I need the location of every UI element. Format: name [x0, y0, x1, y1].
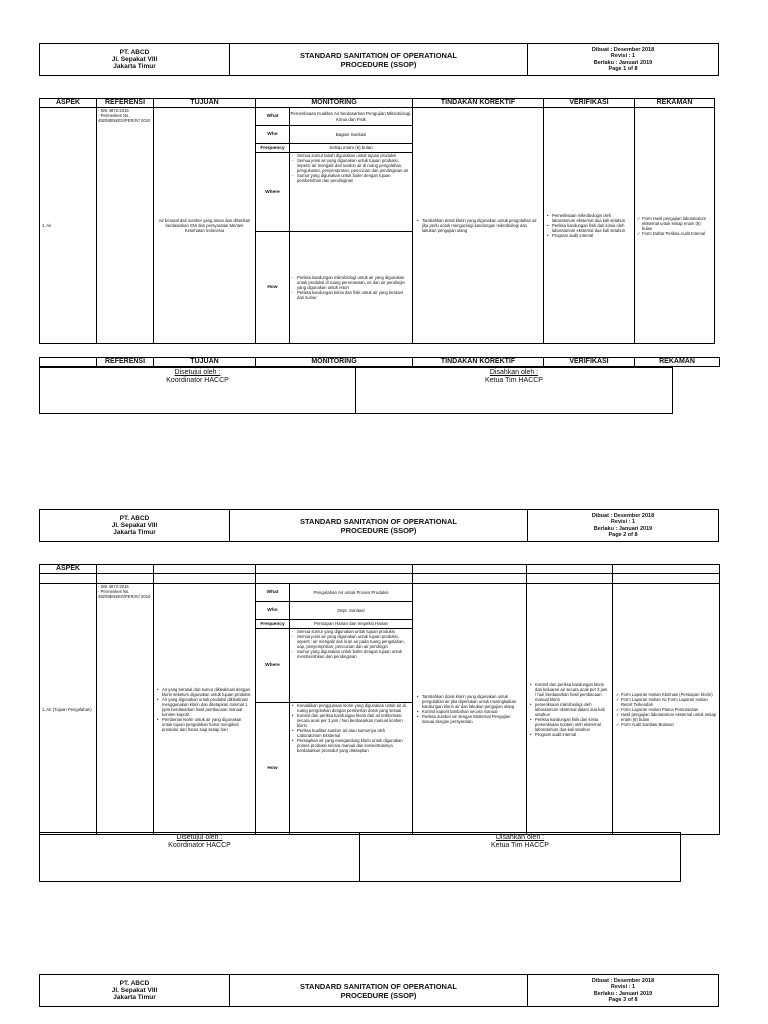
- meta-revisi: Revisi : 1: [610, 53, 636, 59]
- col-rekaman: REKAMAN: [635, 99, 715, 108]
- what-value: Pengolahan Air untuk Proses Produksi: [290, 584, 413, 602]
- ratified-label: Disahkan oleh :: [495, 834, 545, 841]
- col-tindakan: TINDAKAN KOREKTIF: [413, 99, 544, 108]
- ratified-by: [360, 833, 680, 881]
- approved-role: Koordinator HACCP: [166, 377, 229, 384]
- approved-role: Koordinator HACCP: [168, 842, 231, 849]
- where-value: - Semua sumur yang digunakan untuk tujuan produksi - Semua jenis air yang digunakan untuk tujuan produksi, seperti : air mengalir dari kran air pada ruang pengolahan, uap, penyemprotan, pencucian dan air pendingin - Sumur yang digunakan untuk boiler dengan tujuan untuk membersihkan dan pendinginan: [290, 629, 413, 703]
- approved-by: [40, 833, 360, 881]
- title-block: [230, 44, 528, 75]
- col-referensi: REFERENSI: [97, 358, 154, 367]
- verifikasi-cell: • Pemeriksaan mikrobiologis oleh laboratorium eksternal dua kali setahun • Periksa kandungan fisik dan kimia oleh laboratorium eksternal dua kali setahun • Program audit internal: [544, 108, 635, 344]
- meta-revisi: Revisi : 1: [610, 984, 636, 990]
- ratified-role: Ketua Tim HACCP: [485, 377, 543, 384]
- referensi-cell: - SNI 4872-2015 - Permenkes No. 492/MENKES/PER/IV/ 2010: [97, 584, 154, 835]
- col-referensi: REFERENSI: [97, 99, 154, 108]
- what-value: Pemeriksaan Kualitas Air berdasarkan Pengujian Mikrobiologi, Kimia dan Fisik: [290, 108, 413, 126]
- approved-label: Disetujui oleh :: [176, 834, 223, 841]
- label-frequency: Frequency: [256, 620, 290, 629]
- meta-revisi: Revisi : 1: [610, 519, 636, 525]
- tindakan-cell: • Tambahkan dosis klorin yang digunakan untuk pengolahan air jika perlu untuk mengurangi kandungan mikrobiologi dan lakukan pengujian ulang: [413, 108, 544, 344]
- tujuan-cell: • Air yang berasal dari sumur diklealinasi dengan klorin sebelum digunakan untuk tujuan produksi • Air yang digunakan untuk produksi diklealinasi menggunakan klorin dan ditetapkan minimal 1 ppm berdasarkan hasil pembacaan manual kontien kaporit • Pemberian klorin untuk air yang digunakan untuk tujuan pengolahan harus mengikuti prosedur dan harus siap setiap hari: [154, 584, 256, 835]
- doc-title-line1: STANDARD SANITATION OF OPERATIONAL: [300, 981, 457, 991]
- tujuan-cell: Air berasal dari sumber yang aman dan diberikan berdasarkan SNI dan persyaratan Menteri Kesehatan Indonesia: [154, 108, 256, 344]
- signature-block-1: [39, 367, 673, 414]
- meta-berlaku: Berlaku : Januari 2019: [593, 525, 653, 532]
- col-aspek: ASPEK: [40, 565, 97, 574]
- footer-header-row-1: [39, 357, 720, 367]
- doc-title-line2: PROCEDURE (SSOP): [340, 990, 417, 1000]
- label-who: Who: [256, 126, 290, 144]
- page2-header: [39, 509, 719, 542]
- col-verifikasi: VERIFIKASI: [544, 99, 635, 108]
- company-name: PT. ABCD: [119, 49, 150, 56]
- company-name: PT. ABCD: [119, 980, 150, 987]
- page3-header: [39, 974, 719, 1007]
- rekaman-cell: ✓ Form Laporan Harian Klorinasi (Persiapan Klorin) ✓ Form Laporan Harian Air Form Laporan Harian Retort Terkendali ✓ Form Laporan Harian Pasca Pemrosesan ✓ Hasil pengujian laboratorium eksternal untuk setiap enam (6) bulan ✓ Form Audit Sanitasi Bulanan: [613, 584, 720, 835]
- label-where: Where: [256, 629, 290, 703]
- approved-label: Disetujui oleh :: [174, 369, 221, 376]
- table-header-row: [40, 99, 715, 108]
- col-rekaman: REKAMAN: [635, 358, 720, 367]
- ratified-role: Ketua Tim HACCP: [491, 842, 549, 849]
- col-aspek: ASPEK: [40, 99, 97, 108]
- col-tujuan: TUJUAN: [154, 99, 256, 108]
- meta-berlaku: Berlaku : Januari 2019: [593, 990, 653, 997]
- page-number: Page 3 of 8: [608, 997, 638, 1003]
- doc-title-line2: PROCEDURE (SSOP): [340, 59, 417, 69]
- col-monitoring: MONITORING: [256, 358, 413, 367]
- company-address2: Jakarta Timur: [113, 994, 156, 1001]
- meta-block: [528, 510, 718, 541]
- who-value: Dept. Sanitasi: [290, 602, 413, 620]
- col-monitoring: MONITORING: [256, 99, 413, 108]
- meta-dibuat: Dibuat : Desember 2018: [591, 512, 655, 519]
- page-number: Page 1 of 8: [608, 66, 638, 72]
- label-frequency: Frequency: [256, 144, 290, 153]
- company-address1: Jl. Sepakat VIII: [111, 987, 158, 994]
- col-verifikasi: VERIFIKASI: [544, 358, 635, 367]
- signature-block-2: [39, 832, 681, 882]
- approved-by: [40, 368, 356, 413]
- company-block: [40, 975, 230, 1006]
- page-number: Page 2 of 8: [608, 532, 638, 538]
- company-address1: Jl. Sepakat VIII: [111, 56, 158, 63]
- table-row: [40, 574, 720, 584]
- referensi-cell: - SNI 4872-2015 - Permenkes No. 492/MENKES/PER/IV/ 2010: [97, 108, 154, 344]
- meta-dibuat: Dibuat : Desember 2018: [591, 977, 655, 984]
- label-who: Who: [256, 602, 290, 620]
- table-header-row: [40, 565, 720, 574]
- who-value: Bagian Sanitasi: [290, 126, 413, 144]
- how-value: - Periksa kandungan mikrobiologi untuk air yang digunakan untuk produksi di ruang pemrosesan, es dan air pendingin yang digunakan untuk retort - Periksa kandungan kimia dan fisik untuk air yang berasal dari sumur: [290, 232, 413, 344]
- verifikasi-cell: • Kontrol dan periksa kandungan klorin dari keluaran air secara acak per 3 jam / hari berdasarkan hasil pembacaan manual klorin • pemeriksaan mikrobiologi oleh laboratorium eksternal dalam dua kali setahun • Periksa kandungan fisik dan kimia pemeriksaan kontien oleh eksternal laboratorium dua kali setahun • Program audit internal: [527, 584, 613, 835]
- company-address2: Jakarta Timur: [113, 63, 156, 70]
- label-what: What: [256, 108, 290, 126]
- label-how: How: [256, 232, 290, 344]
- ssop-table-2: [39, 564, 720, 835]
- ratified-by: [356, 368, 672, 413]
- aspek-cell: 1. Air: [40, 108, 97, 344]
- frequency-value: Setiap enam (6) bulan: [290, 144, 413, 153]
- meta-berlaku: Berlaku : Januari 2019: [593, 59, 653, 66]
- company-name: PT. ABCD: [119, 515, 150, 522]
- table-row: [40, 108, 715, 126]
- frequency-value: Persiapan Harian dan Inspeksi Harian: [290, 620, 413, 629]
- page1-header: [39, 43, 719, 76]
- table-row: [40, 584, 720, 602]
- label-how: How: [256, 703, 290, 835]
- label-what: What: [256, 584, 290, 602]
- aspek-cell: 1. Air (Tujuan Pengolahan): [40, 584, 97, 835]
- doc-title-line2: PROCEDURE (SSOP): [340, 525, 417, 535]
- where-value: - Semua sumur tanah digunakan untuk tujuan produksi - Semua jenis air yang digunakan untuk tujuan produksi, seperti: air mengalir dari tandon air di ruang pengolahan, pengukusan, penyemprotan, pencucian dan pendinginan air - Sumur yang digunakan untuk boiler dengan tujuan pemberishan dan pendinginan: [290, 153, 413, 232]
- ratified-label: Disahkan oleh :: [489, 369, 539, 376]
- title-block: [230, 975, 528, 1006]
- ssop-table-1: [39, 98, 715, 344]
- tindakan-cell: • Tambahkan dosis klorin yang digunakan untuk pengolahan air jika diperlukan untuk meningkatkan kandungan klorin air dan lakukan pengujian ulang • Kontrol kaporit tambahan secara manual • Periksa sumber air dengan Eksternal Pengujian sesuai dengan persyaratan: [413, 584, 527, 835]
- title-block: [230, 510, 528, 541]
- company-block: [40, 44, 230, 75]
- how-value: • Kendalikan penggunaan klorin yang digunakan untuk air di ruang pengolahan dengan pemberian dosis yang sesuai • Kontrol dan periksa kandungan klorin dari air terklorinasi secara acak per 3 jam / hari berdasarkan manual kontien klorin • Periksa kualitas sumber air atau sumurnya oleh Laboratorium Eksternal • Persiapkan air yang mengandung klorin untuk digunakan proses produksi secara manual dan konsentrasinya berdasarkan prosedur yang ditetapkan: [290, 703, 413, 835]
- meta-dibuat: Dibuat : Desember 2018: [591, 46, 655, 53]
- label-where: Where: [256, 153, 290, 232]
- meta-block: [528, 975, 718, 1006]
- meta-block: [528, 44, 718, 75]
- company-address2: Jakarta Timur: [113, 529, 156, 536]
- doc-title-line1: STANDARD SANITATION OF OPERATIONAL: [300, 50, 457, 60]
- company-block: [40, 510, 230, 541]
- col-tujuan: TUJUAN: [154, 358, 256, 367]
- doc-title-line1: STANDARD SANITATION OF OPERATIONAL: [300, 516, 457, 526]
- rekaman-cell: ✓ Form Hasil pengujian laboratorium eksternal untuk setiap enam (6) bulan ✓ Form Daftar Periksa Audit Internal: [635, 108, 715, 344]
- col-tindakan: TINDAKAN KOREKTIF: [413, 358, 544, 367]
- company-address1: Jl. Sepakat VIII: [111, 522, 158, 529]
